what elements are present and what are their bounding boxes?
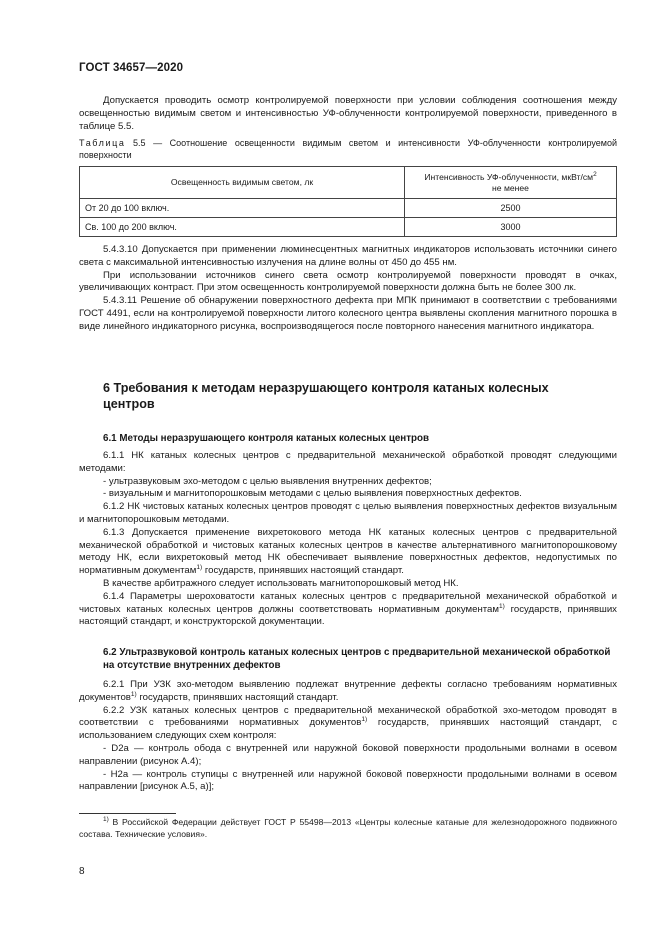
section5-block [79,244,617,334]
cell-illum: От 20 до 100 включ. [80,199,405,218]
table-caption-label: Таблица [79,138,126,148]
para-6-1-1: 6.1.1 НК катаных колесных центров с предварительной механической обработкой проводят следующими методами: [79,450,617,474]
para-6-2-2: 6.2.2 УЗК катаных колесных центров с предварительной механической обработкой эхо-методом проводят в соответствии с требованиями нормативных документов$^{1)}$ государств, принявших настоящий стандарт, с использованием следующих схем контроля: [79,704,617,742]
para-6-1-2: 6.1.2 НК чистовых катаных колесных центров проводят с целью выявления поверхностных дефектов визуальным и магнитопорошковым методами. [79,501,617,525]
para-arbitration: В качестве арбитражного следует использовать магнитопорошковый метод НК. [103,577,459,589]
list-item: - ультразвуковым эхо-методом с целью выявления внутренних дефектов; [103,475,432,487]
sub61-title: 6.1 Методы неразрушающего контроля катаных колесных центров [103,433,430,444]
standard-header: ГОСТ 34657—2020 [79,62,184,74]
para-5-4-3-11: 5.4.3.11 Решение об обнаружении поверхностного дефекта при МПК принимают в соответствии с требованиями ГОСТ 4491, если на контролируемой поверхности литого колесного центра выявлены скопления магнитного порошка в виде линейного индикаторного рисунка, воспроизводящегося после повторного нанесения магнитного индикатора. [79,295,617,332]
footnote-marker: 1) [103,816,109,823]
sub62-heading [79,647,617,672]
table-caption-text: 5.5 — Соотношение освещенности видимым светом и интенсивности УФ-облученности контролируемой поверхности [79,138,617,160]
table-row [80,218,617,237]
sub62-body [79,679,617,794]
list-item-d2a: - D2a — контроль обода с внутренней или наружной боковой поверхности продольными волнами в осевом направлении (рисунок А.4); [79,742,617,767]
section6-title: 6 Требования к методам неразрушающего контроля катаных колесных центров [103,381,549,411]
footnote-divider [79,813,176,814]
cell-illum: Св. 100 до 200 включ. [80,218,405,237]
para-blue-light: При использовании источников синего света осмотр контролируемой поверхности проводят в очках, увеличивающих контраст. При этом освещенность контролируемой поверхности должна быть не более 300 лк. [79,269,617,294]
footnote [79,817,617,840]
para-6-1-4: 6.1.4 Параметры шероховатости катаных колесных центров с предварительной механической обработкой и чистовых катаных колесных центров должны соответствовать нормативным документам$^{1)}$ государств, принявших настоящий стандарт, и конструкторской документации. [79,590,617,628]
para-5-4-3-10: 5.4.3.10 Допускается при применении люминесцентных магнитных индикаторов использовать источники синего света с максимальной интенсивностью излучения на длине волны от 450 до 455 нм. [79,244,617,268]
intro-paragraph: Допускается проводить осмотр контролируемой поверхности при условии соблюдения соотношения между освещенностью видимым светом и интенсивностью УФ-облученности контролируемой поверхности, приведенного в таблице 5.5. [79,95,617,132]
table-row [80,199,617,218]
list-item-h2a: - H2a — контроль ступицы с внутренней или наружной боковой поверхности продольными волнами в осевом направлении [рисунок А.5, а)]; [79,768,617,793]
page-number: 8 [79,866,85,877]
table-header-row [80,167,617,199]
section6-heading [79,380,573,412]
sub61-body [79,450,617,629]
list-item: - визуальным и магнитопорошковым методами с целью выявления поверхностных дефектов. [103,488,522,500]
table-5-5 [79,166,617,237]
col-illum-header: Освещенность видимым светом, лк [80,167,405,199]
col-intensity-header: Интенсивность УФ-облученности, мкВт/$см^2$ не менее [405,167,617,199]
para-6-2-1: 6.2.1 При УЗК эхо-методом выявлению подлежат внутренние дефекты согласно требованиям нормативных документов$^{1)}$ государств, принявших настоящий стандарт. [79,679,617,703]
footnote-text: В Российской Федерации действует ГОСТ Р 55498—2013 «Центры колесные катаные для железнодорожного подвижного состава. Технические условия». [79,817,617,839]
sub62-title: 6.2 Ультразвуковой контроль катаных колесных центров с предварительной механической обработкой на отсутствие внутренних дефектов [103,647,611,671]
para-6-1-3: 6.1.3 Допускается применение вихретокового метода НК катаных колесных центров с предварительной механической обработкой и чистовых катаных колесных центров в качестве альтернативного магнитопорошковому методу НК, если вихретоковый метод НК обеспечивает выявление поверхностных дефектов, недопустимых по нормативным документам$^{1)}$ государств, принявших настоящий стандарт. [79,526,617,577]
cell-intensity: 3000 [405,218,617,237]
table-caption [79,138,617,161]
cell-intensity: 2500 [405,199,617,218]
intro-block [79,95,617,133]
sub61-heading [79,433,617,446]
